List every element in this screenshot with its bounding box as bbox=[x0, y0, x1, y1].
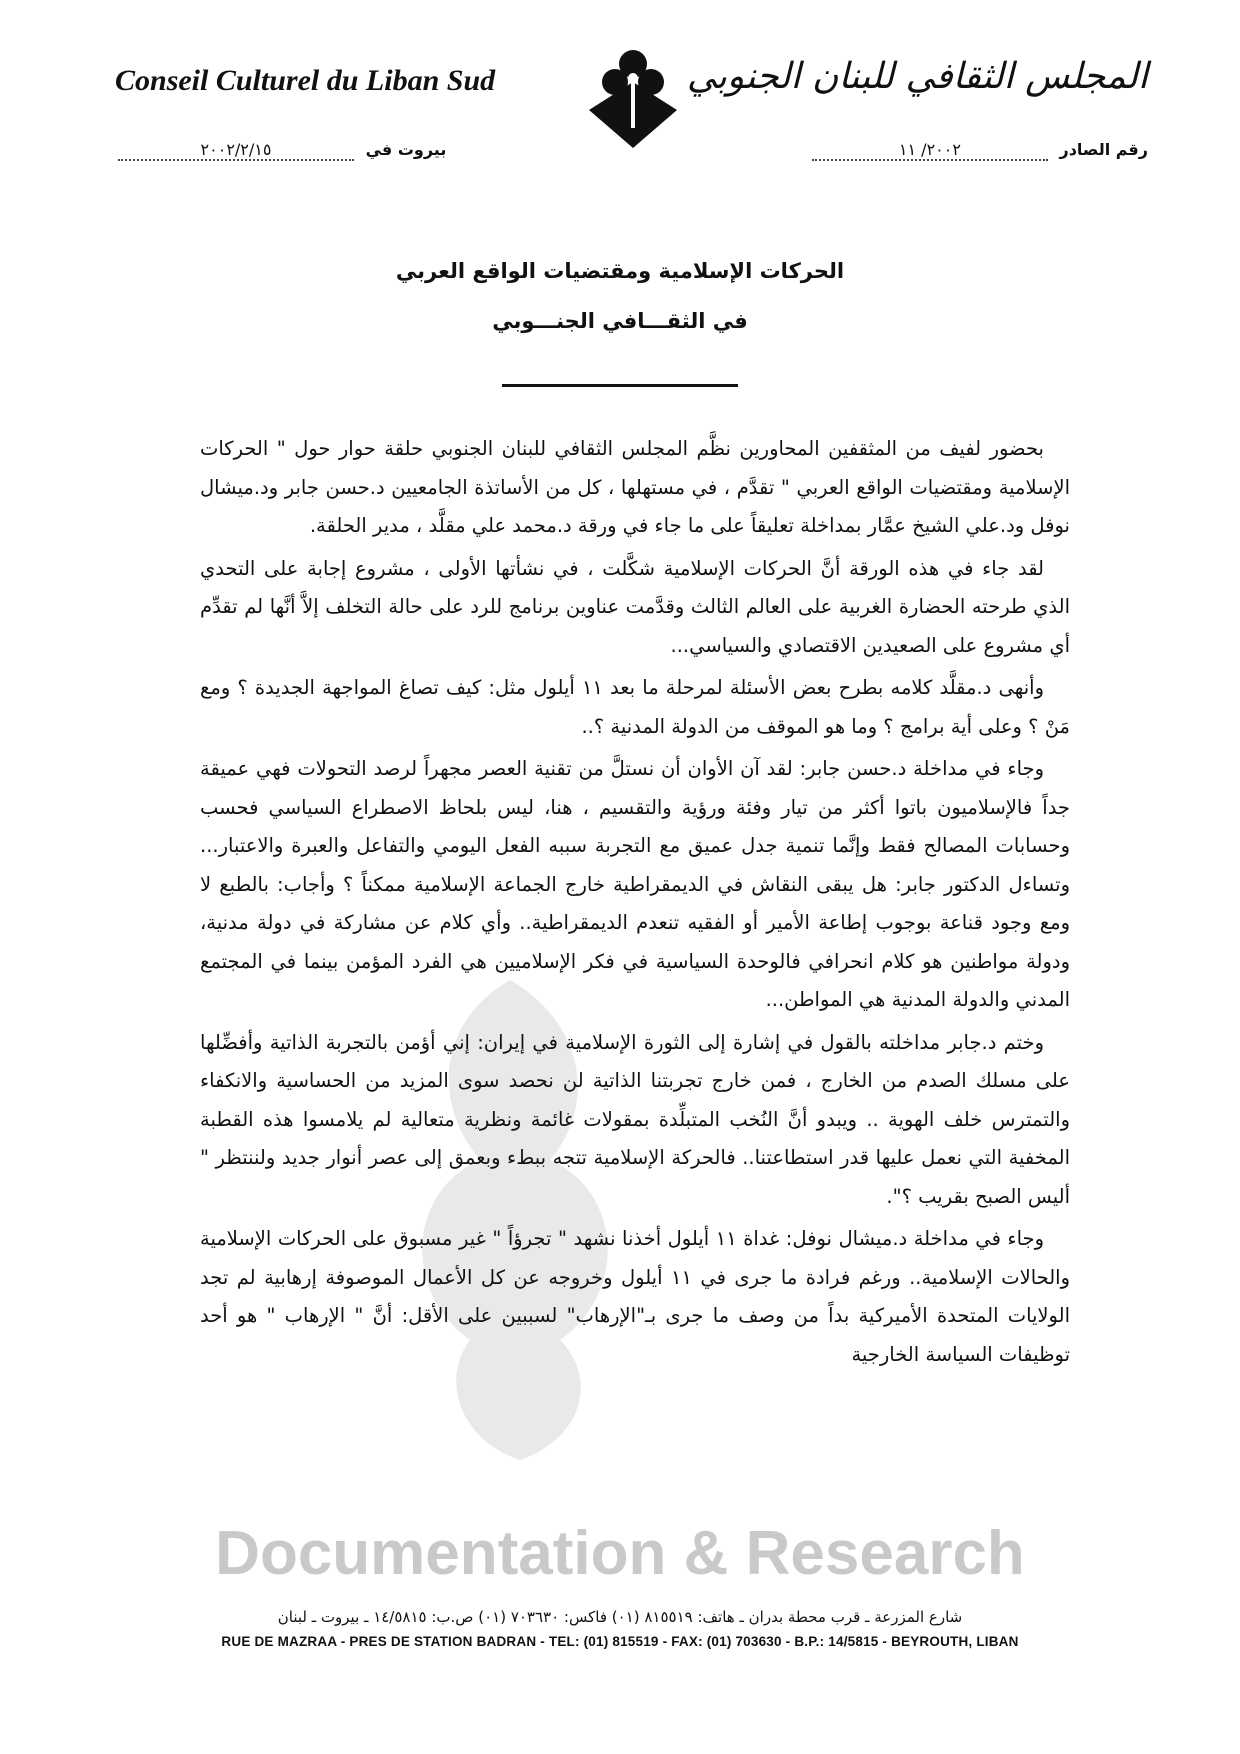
footer bbox=[0, 1604, 1240, 1654]
heading-divider bbox=[502, 384, 738, 387]
body-paragraph: وجاء في مداخلة د.ميشال نوفل: غداة ١١ أيلول أخذنا نشهد " تجرؤاً " غير مسبوق على الحركات الإسلامية والحالات الإسلامية.. ورغم فرادة ما جرى في ١١ أيلول وخروجه عن كل الأعمال الموصوفة إرهابية لم تجد الولايات المتحدة الأميركية بداً من وصف ما جرى بـ"الإرهاب" لسببين على الأقل: أنَّ " الإرهاب " هو أحد توظيفات السياسة الخارجية bbox=[200, 1227, 1071, 1366]
body-paragraph: بحضور لفيف من المثقفين المحاورين نظَّم المجلس الثقافي للبنان الجنوبي حلقة حوار حول " الحركات الإسلامية ومقتضيات الواقع العربي " تقدَّم ، في مستهلها ، كل من الأساتذة الجامعيين د.حسن جابر ود.ميشال نوفل ود.علي الشيخ عمَّار بمداخلة تعليقاً على ما جاء في ورقة د.محمد علي مقلَّد ، مدير الحلقة. bbox=[200, 437, 1070, 537]
reference-value: ٢٠٠٢/ ١١ bbox=[812, 140, 1048, 161]
date-label: بيروت في bbox=[365, 140, 447, 159]
watermark-text: Documentation & Research bbox=[215, 1519, 1025, 1588]
date-value: ٢٠٠٢/٢/١٥ bbox=[118, 140, 354, 161]
date-line bbox=[118, 140, 446, 161]
body-paragraph: لقد جاء في هذه الورقة أنَّ الحركات الإسلامية شكَّلت ، في نشأتها الأولى ، مشروع إجابة على التحدي الذي طرحته الحضارة الغربية على العالم الثالث وقدَّمت عناوين برنامج للرد على حالة التخلف إلاَّ أنَّها لم تقدِّم أي مشروع على الصعيدين الاقتصادي والسياسي... bbox=[200, 556, 1070, 657]
body-paragraph: وختم د.جابر مداخلته بالقول في إشارة إلى الثورة الإسلامية في إيران: إني أؤمن بالتجربة الذاتية وأفضِّلها على مسلك الصدم من الخارج ، فمن خارج تجربتنا الذاتية لن نحصد سوى المزيد من الحساسية والانكفاء والتمترس خلف الهوية .. ويبدو أنَّ النُخب المتبلِّدة بمقولات غائمة ونظرية متعالية لم يلامسوا هذه القطبة المخفية التي نعمل عليها قدر استطاعتنا.. فالحركة الإسلامية تتجه ببطء وبعمق إلى عصر أنوار جديد ولننتظر " أليس الصبح بقريب ؟". bbox=[200, 1030, 1070, 1208]
body-paragraph: وأنهى د.مقلَّد كلامه بطرح بعض الأسئلة لمرحلة ما بعد ١١ أيلول مثل: كيف تصاغ المواجهة الجديدة ؟ ومع مَنْ ؟ وعلى أية برامج ؟ وما هو الموقف من الدولة المدنية ؟.. bbox=[200, 676, 1070, 738]
organization-name-french: Conseil Culturel du Liban Sud bbox=[115, 64, 496, 97]
document-heading bbox=[0, 246, 1240, 387]
reference-label: رقم الصادر bbox=[1059, 140, 1148, 159]
cultural-council-logo-icon bbox=[585, 48, 681, 150]
footer-address-arabic: شارع المزرعة ـ قرب محطة بدران ـ هاتف: ٨١٥٥١٩ (٠١) فاكس: ٧٠٣٦٣٠ (٠١) ص.ب: ١٤/٥٨١٥ ـ بيروت ـ لبنان bbox=[277, 1608, 963, 1626]
document-title: الحركات الإسلامية ومقتضيات الواقع العربي bbox=[395, 259, 845, 283]
document-subtitle: في الثقـــافي الجنـــوبي bbox=[492, 309, 748, 333]
document-body bbox=[200, 430, 1070, 1378]
footer-address-french: RUE DE MAZRAA - PRES DE STATION BADRAN - TEL: (01) 815519 - FAX: (01) 703630 - B.P.: 14/5815 - BEYROUTH, LIBAN bbox=[221, 1634, 1019, 1649]
organization-name-arabic: المجلس الثقافي للبنان الجنوبي bbox=[686, 56, 1148, 97]
reference-line bbox=[812, 140, 1148, 161]
letterhead bbox=[0, 0, 1240, 190]
body-paragraph: وجاء في مداخلة د.حسن جابر: لقد آن الأوان أن نستلَّ من تقنية العصر مجهراً لرصد التحولات فهي عميقة جداً فالإسلاميون باتوا أكثر من تيار وفئة ورؤية والتقسيم ، هنا، ليس بلحاظ الاصطراع السياسي فحسب وحسابات المصالح فقط وإنَّما تنمية جدل عميق مع التجربة سببه الفعل اليومي والتفاعل والعبرة والاعتبار... وتساءل الدكتور جابر: هل يبقى النقاش في الديمقراطية خارج الجماعة الإسلامية ممكناً ؟ وأجاب: بالطبع لا ومع وجود قناعة بوجوب إطاعة الأمير أو الفقيه تنعدم الديمقراطية.. وأي كلام عن مشاركة في دولة مدنية، ودولة مواطنين هو كلام انحرافي فالوحدة السياسية في فكر الإسلاميين هي الفرد المؤمن بينما في المجتمع المدني والدولة المدنية هي المواطن... bbox=[200, 757, 1070, 1011]
